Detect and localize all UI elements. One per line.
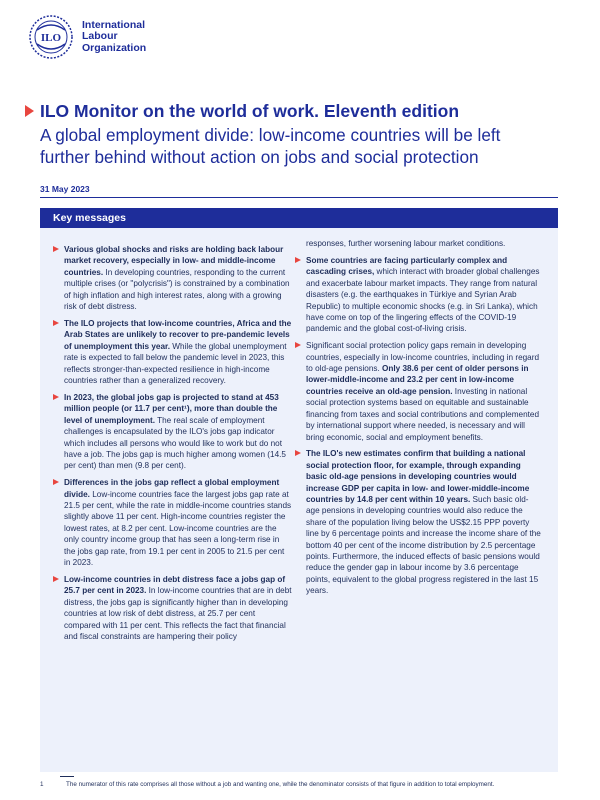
key-messages-right-column [306, 238, 542, 602]
list-item [64, 574, 292, 642]
ilo-logo [28, 14, 146, 60]
list-item [306, 448, 542, 596]
title-arrow-icon [25, 105, 34, 117]
logo-line-2: Labour [82, 30, 118, 43]
bullet-lead: In 2023, the global jobs gap is projected to stand at 453 million people (or 11.7 per cent¹), more than double the level of unemployment. [64, 392, 279, 425]
emblem-letters: ILO [40, 32, 62, 44]
list-item [64, 318, 292, 386]
list-item [64, 392, 292, 472]
key-messages-left-column [64, 244, 292, 648]
logo-line-3: Organization [82, 41, 147, 54]
logo-line-1: International [82, 18, 146, 31]
list-item [306, 255, 542, 335]
subtitle-line-1: A global employment divide: low-income countries will be left [40, 125, 501, 145]
bullet-arrow-icon [53, 576, 59, 582]
bullet-lead: The ILO projects that low-income countries, Africa and the Arab States are unlikely to recover to pre-pandemic levels of unemployment this year. [64, 318, 292, 351]
subtitle-line-2: further behind without action on jobs and social protection [40, 147, 479, 167]
footnote-divider [60, 776, 74, 777]
key-messages-panel [40, 208, 558, 772]
bullet-text: In low-income countries that are in debt distress, the jobs gap is significantly higher than in developing countries at low risk of debt distress, at 25.7 per cent compared with 11 per cent. This reflects the fact that financial and fiscal constraints are hampering their policy [64, 586, 292, 641]
title-block [40, 100, 560, 168]
page-title-text: ILO Monitor on the world of work. Eleventh edition [40, 101, 460, 121]
key-messages-heading: Key messages [40, 208, 558, 228]
bullet-pre-text: Significant social protection policy gaps remain in developing countries, especially in low-income countries, including in regard to old-age pensions. [306, 341, 540, 374]
list-item [64, 477, 292, 568]
bullet-lead: Only 38.6 per cent of older persons in lower-middle-income and 23.2 per cent in low-income countries receive an old-age pension. [306, 364, 529, 396]
bullet-lead: Various global shocks and risks are holding back labour market recovery, especially in low- and middle-income countries. [64, 245, 284, 277]
divider [40, 197, 558, 198]
bullet-arrow-icon [53, 320, 59, 326]
footnote-number: 1 [40, 781, 44, 788]
publication-date: 31 May 2023 [40, 184, 90, 194]
bullet-arrow-icon [53, 246, 59, 252]
bullet-text: Investing in national social protection systems based on equitable and sustainable financing from taxes and social contributions and complemented by international support where needed, is necessary and will bring economic, social and employment benefits. [306, 386, 540, 442]
page-title [40, 100, 560, 122]
bullet-arrow-icon [53, 479, 59, 485]
bullet-lead: Some countries are facing particularly complex and cascading crises, [306, 255, 508, 277]
footnote [40, 781, 560, 789]
page-subtitle [40, 124, 560, 168]
list-item [306, 340, 542, 443]
bullet-text: In developing countries, responding to the current multiple crises (or "polycrisis") is constrained by a combination of high inflation and high interest rates, along with a growing risk of debt distress. [64, 267, 290, 312]
bullet-text: Such basic old-age pensions in developing countries would also reduce the share of the population living below the US$2.15 PPP poverty line by 6 percentage points and increase the income share of the bottom 40 per cent of the income distribution by 2.5 percentage points. Furthermore, the induced effects of basic pensions would reduce the gender gap in labour income by 3.6 percentage points, equivalent to the global progress registered in the last 15 years. [306, 495, 541, 596]
ilo-emblem-icon [28, 14, 74, 60]
bullet-text: which interact with broader global challenges and exacerbate labour market impacts. They range from natural disasters (e.g. the earthquakes in Türkiye and Syrian Arab Republic) to multiple economic shocks (e.g. in Sri Lanka), which have come on top of the lingering effects of the COVID-19 pandemic and the global cost-of-living crisis. [306, 267, 540, 334]
bullet-arrow-icon [295, 342, 301, 348]
bullet-arrow-icon [295, 257, 301, 263]
bullet-text: While the global unemployment rate is expected to fall below the pandemic level in 2023, this reflects stronger-than-expected resilience in high-income countries rather than a generalized recovery. [64, 341, 287, 385]
bullet-arrow-icon [295, 450, 301, 456]
continued-text: responses, further worsening labour market conditions. [306, 239, 506, 248]
bullet-lead: Low-income countries in debt distress face a jobs gap of 25.7 per cent in 2023. [64, 574, 286, 596]
bullet-text: Low-income countries face the largest jobs gap rate at 21.5 per cent, while the rate in middle-income countries stands slightly above 11 per cent. High-income countries register the lowest rates, at 8.2 per cent. Low-income countries are the only country income group that has seen a long-term rise in the jobs gap rate, from 19.1 per cent in 2005 to 21.5 per cent in 2023. [64, 489, 292, 568]
bullet-lead: The ILO's new estimates confirm that building a national social protection floor, for example, through expanding basic old-age pensions in developing countries would increase GDP per capita in low- and lower-middle-income countries by 14.8 per cent within 10 years. [306, 449, 530, 505]
list-item [64, 244, 292, 312]
bullet-lead: Differences in the jobs gap reflect a global employment divide. [64, 478, 280, 499]
organization-name [82, 20, 146, 55]
footnote-text: The numerator of this rate comprises all those without a job and wanting one, while the denominator consists of that figure in addition to total employment. [66, 781, 495, 788]
bullet-text: The real scale of employment challenges is encapsulated by the ILO's jobs gap indicator which includes all persons who would like to work but do not have a job. The jobs gap is much higher among women (14.5 per cent) than men (9.8 per cent). [64, 415, 286, 471]
bullet-arrow-icon [53, 394, 59, 400]
